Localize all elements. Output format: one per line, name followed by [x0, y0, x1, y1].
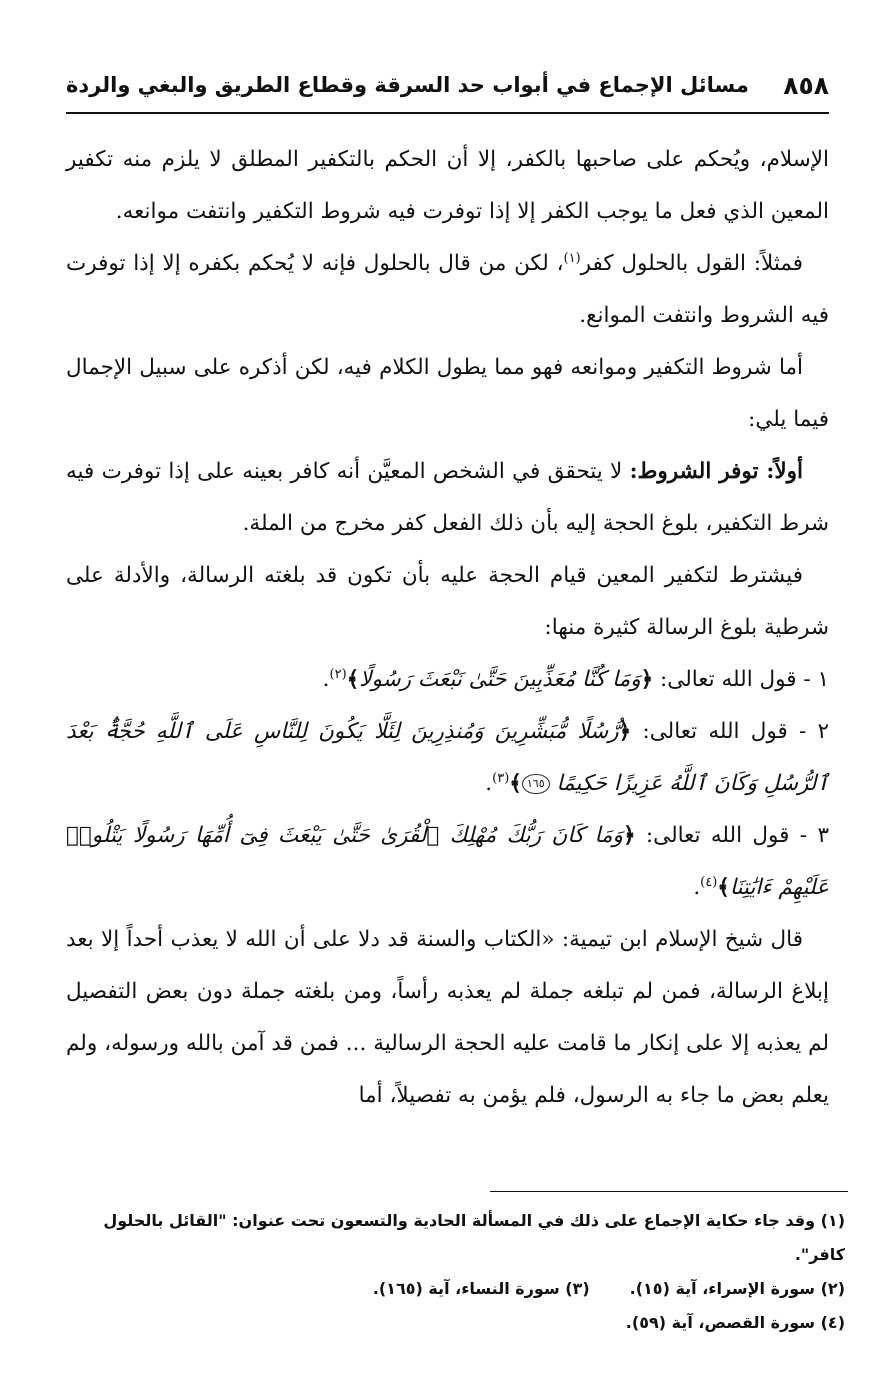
ayah-open-bracket: ﴿ [622, 823, 636, 848]
footnote-separator [490, 1191, 848, 1192]
evidence-item-3 [66, 810, 829, 914]
item-3-ayah: وَمَا كَانَ رَبُّكَ مُهْلِكَ ٱلْقُرَىٰ حَتَّىٰ يَبْعَثَ فِىٓ أُمِّهَا رَسُولًا يَتْلُوا۟ عَلَيْهِمْ ءَايَٰتِنَا [66, 823, 829, 900]
paragraph-2-end: ، لكن من قال بالحلول فإنه لا يُحكم بكفره إلا إذا توفرت فيه الشروط وانتفت الموانع. [66, 251, 829, 328]
header-rule [66, 112, 829, 114]
ayah-close-bracket: ﴾ [509, 771, 522, 796]
item-2-ayah: رُّسُلًا مُّبَشِّرِينَ وَمُنذِرِينَ لِئَلَّا يَكُونَ لِلنَّاسِ عَلَى ٱللَّهِ حُجَّةٌۢ بَعْدَ ٱلرُّسُلِ وَكَانَ ٱللَّهُ عَزِيزًا حَكِيمًا [66, 719, 829, 796]
paragraph-5: فيشترط لتكفير المعين قيام الحجة عليه بأن تكون قد بلغته الرسالة، والأدلة على شرطية بلوغ الرسالة كثيرة منها: [66, 563, 829, 640]
evidence-item-2 [66, 706, 829, 810]
ayah-number-marker: ١٦٥ [522, 774, 550, 794]
main-text [66, 134, 829, 1122]
footnote-3: (٣) سورة النساء، آية (١٦٥). [372, 1279, 590, 1298]
footnote-ref-4: (٤) [700, 874, 718, 890]
running-title: مسائل الإجماع في أبواب حد السرقة وقطاع الطريق والبغي والردة [66, 73, 749, 97]
ayah-close-bracket: ﴾ [346, 667, 360, 692]
ayah-open-bracket: ﴿ [618, 719, 632, 744]
ayah-open-bracket: ﴿ [640, 667, 654, 692]
footnote-ref-3: (٣) [492, 770, 510, 786]
footnotes [66, 1204, 845, 1340]
page-header [66, 62, 829, 108]
paragraph-1: الإسلام، ويُحكم على صاحبها بالكفر، إلا أن الحكم بالتكفير المطلق لا يلزم منه تكفير المعين الذي فعل ما يوجب الكفر إلا إذا توفرت فيه شروط التكفير وانتفت موانعه. [66, 147, 829, 224]
footnote-ref-2: (٢) [329, 666, 347, 682]
footnote-2: (٢) سورة الإسراء، آية (١٥). [629, 1279, 845, 1298]
item-3-prefix: ٣ - قول الله تعالى: [635, 823, 830, 848]
footnote-4: (٤) سورة القصص، آية (٥٩). [625, 1313, 845, 1332]
item-2-end: . [485, 771, 493, 796]
item-1-prefix: ١ - قول الله تعالى: [653, 667, 829, 692]
evidence-item-1 [66, 654, 829, 706]
item-3-end: . [693, 875, 701, 900]
footnote-row [66, 1272, 845, 1306]
paragraph-6-quote: قال شيخ الإسلام ابن تيمية: «الكتاب والسنة قد دلا على أن الله لا يعذب أحداً إلا بعد إبلاغ الرسالة، فمن لم تبلغه جملة لم يعذبه رأساً، ومن بلغته جملة دون بعض التفصيل لم يعذبه إلا على إنكار ما قامت عليه الحجة الرسالية ... فمن قد آمن بالله ورسوله، ولم يعلم بعض ما جاء به الرسول، فلم يؤمن به تفصيلاً، أما [66, 927, 829, 1108]
footnote-ref-1: (١) [563, 250, 581, 266]
paragraph-2 [66, 238, 829, 342]
item-1-ayah: وَمَا كُنَّا مُعَذِّبِينَ حَتَّىٰ نَبْعَثَ رَسُولًا [359, 667, 641, 692]
item-1-end: . [322, 667, 330, 692]
paragraph-2-start: فمثلاً: القول بالحلول كفر [580, 251, 804, 276]
footnote-1: (١) وقد جاء حكاية الإجماع على ذلك في المسألة الحادية والتسعون تحت عنوان: "القائل بالحلول كافر". [103, 1211, 845, 1264]
paragraph-4 [66, 446, 829, 550]
item-2-prefix: ٢ - قول الله تعالى: [631, 719, 829, 744]
ayah-close-bracket: ﴾ [717, 875, 730, 900]
first-condition-heading: أولاً: توفر الشروط: [629, 459, 803, 484]
page-number: ٨٥٨ [783, 70, 829, 100]
first-condition-text: لا يتحقق في الشخص المعيَّن أنه كافر بعينه على إذا توفرت فيه شرط التكفير، بلوغ الحجة إليه بأن ذلك الفعل كفر مخرج من الملة. [66, 459, 829, 536]
paragraph-3: أما شروط التكفير وموانعه فهو مما يطول الكلام فيه، لكن أذكره على سبيل الإجمال فيما يلي: [66, 355, 829, 432]
